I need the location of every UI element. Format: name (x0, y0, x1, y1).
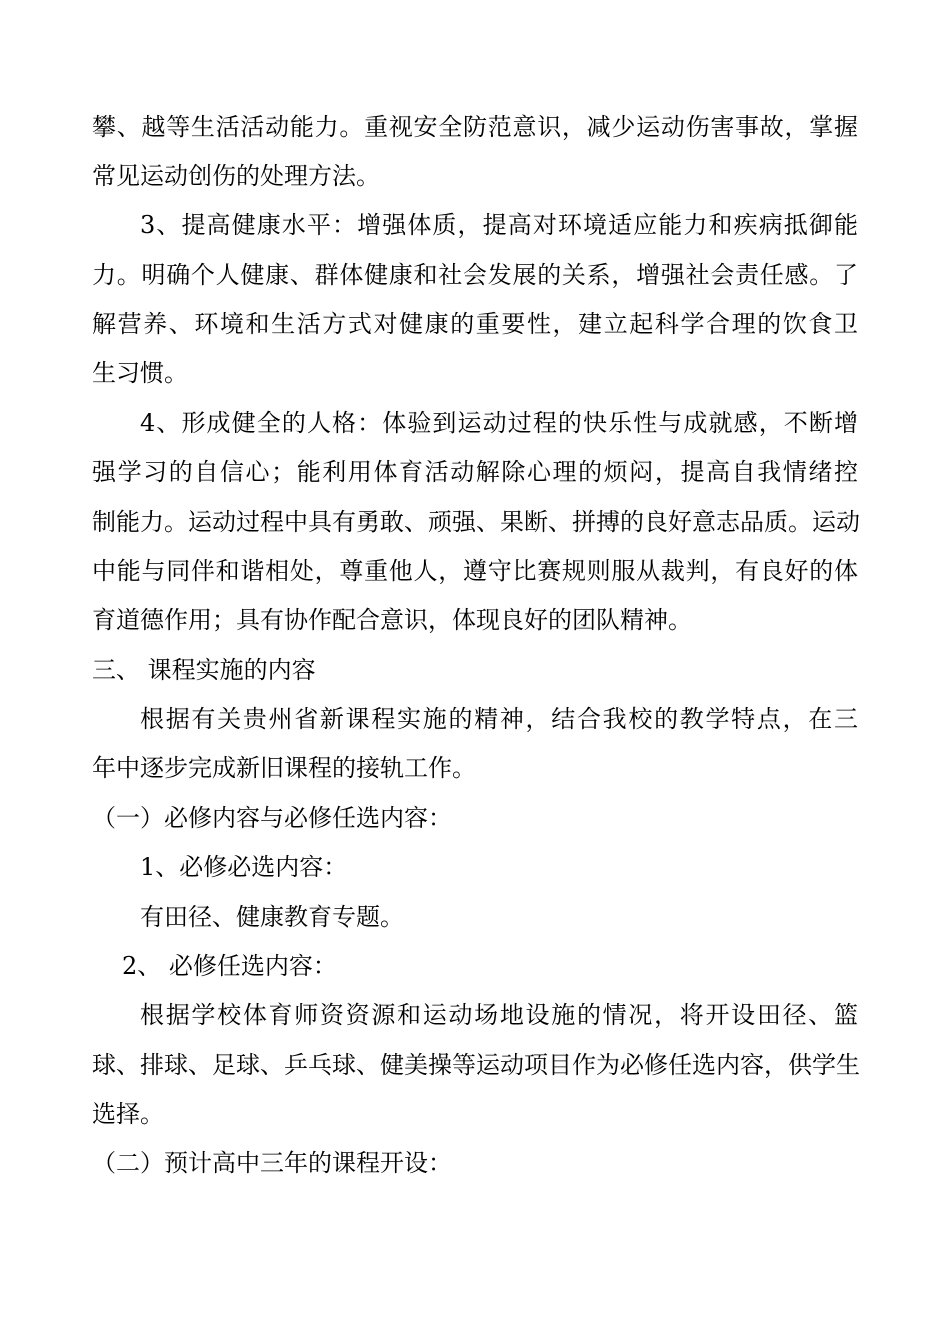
text-line-7: 4、形成健全的人格：体验到运动过程的快乐性与成就感，不断增 (140, 409, 858, 437)
text-line-2: 常见运动创伤的处理方法。 (92, 162, 380, 190)
text-line-9: 制能力。运动过程中具有勇敢、顽强、果断、拼搏的良好意志品质。运动 (92, 508, 860, 536)
text-line-13: 根据有关贵州省新课程实施的精神，结合我校的教学特点，在三 (140, 705, 858, 733)
text-line-6: 生习惯。 (92, 359, 188, 387)
text-line-21: 选择。 (92, 1100, 164, 1128)
text-line-5: 解营养、环境和生活方式对健康的重要性，建立起科学合理的饮食卫 (92, 310, 858, 338)
text-line-14: 年中逐步完成新旧课程的接轨工作。 (92, 754, 476, 782)
text-line-1: 攀、越等生活活动能力。重视安全防范意识，减少运动伤害事故，掌握 (92, 113, 858, 141)
subsection-heading-2: （二）预计高中三年的课程开设： (92, 1149, 452, 1177)
subsection-heading-1: （一）必修内容与必修任选内容： (92, 804, 452, 832)
text-line-19: 根据学校体育师资资源和运动场地设施的情况，将开设田径、篮 (140, 1001, 858, 1029)
text-line-11: 育道德作用；具有协作配合意识，体现良好的团队精神。 (92, 606, 692, 634)
text-line-20: 球、排球、足球、乒乓球、健美操等运动项目作为必修任选内容，供学生 (92, 1051, 860, 1079)
item-heading-2: 2、 必修任选内容： (122, 952, 337, 980)
section-heading-3: 三、 课程实施的内容 (92, 656, 316, 684)
text-line-3: 3、提高健康水平：增强体质，提高对环境适应能力和疾病抵御能 (140, 211, 858, 239)
text-line-10: 中能与同伴和谐相处，尊重他人，遵守比赛规则服从裁判，有良好的体 (92, 557, 858, 585)
text-line-4: 力。明确个人健康、群体健康和社会发展的关系，增强社会责任感。了 (92, 261, 858, 289)
text-line-8: 强学习的自信心；能利用体育活动解除心理的烦闷，提高自我情绪控 (92, 458, 858, 486)
text-line-17: 有田径、健康教育专题。 (140, 903, 404, 931)
item-heading-1: 1、必修必选内容： (140, 853, 348, 881)
